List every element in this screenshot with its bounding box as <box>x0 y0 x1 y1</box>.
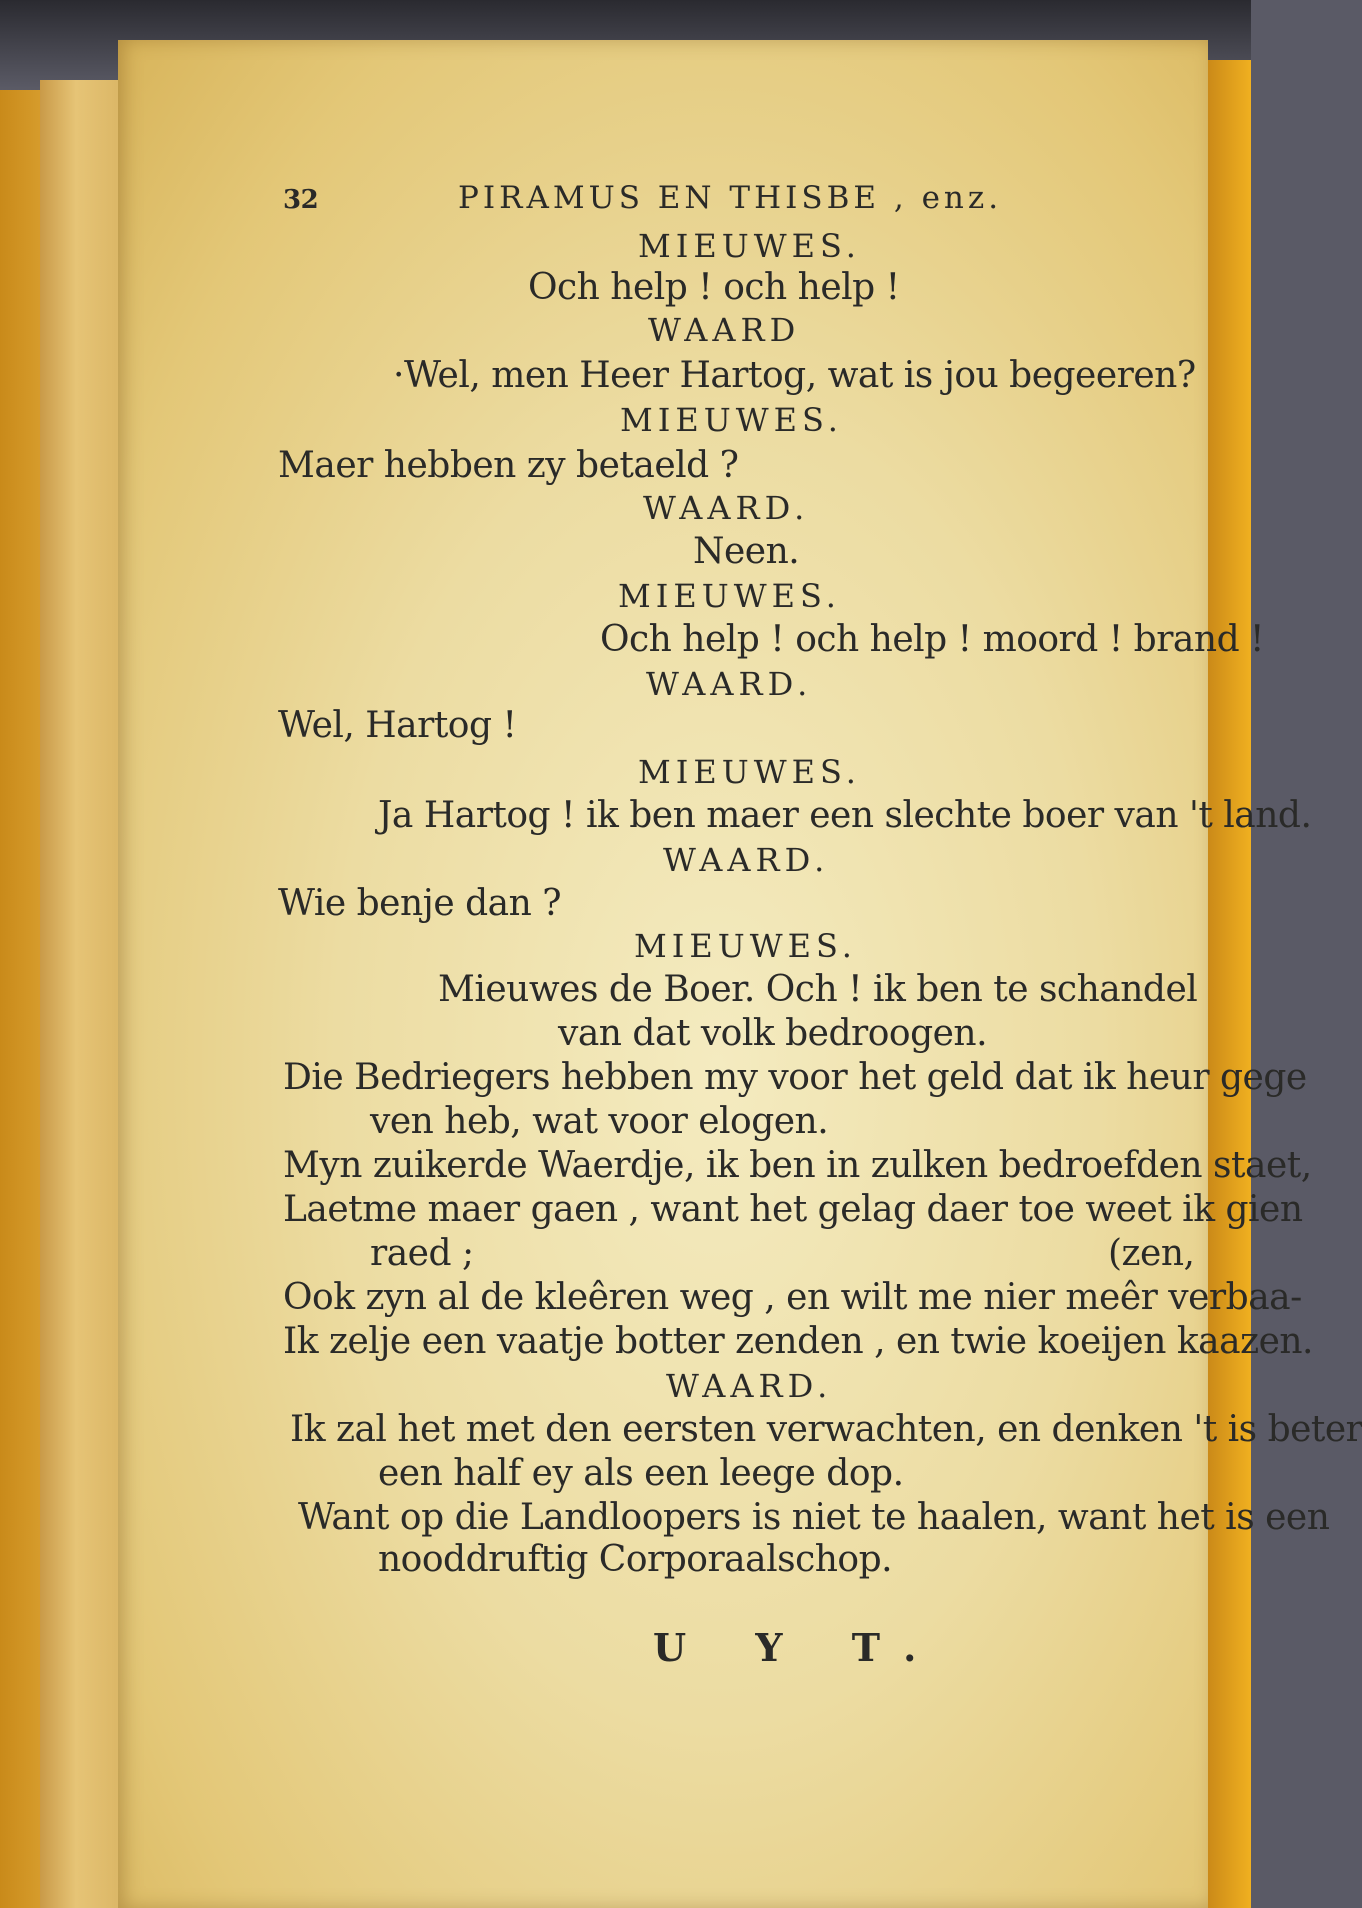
dialogue-line: nooddruftig Corporaalschop. <box>378 1539 893 1580</box>
page-edges <box>40 80 130 1908</box>
speaker-label: MIEUWES. <box>638 753 861 791</box>
speaker-label: MIEUWES. <box>638 227 861 265</box>
dialogue-line: Ook zyn al de kleêren weg , en wilt me nier meêr verbaa- <box>283 1277 1302 1318</box>
dialogue-line: Wie benje dan ? <box>278 883 562 924</box>
dialogue-line: ven heb, wat voor elogen. <box>370 1101 829 1142</box>
dialogue-line: ·Wel, men Heer Hartog, wat is jou begeeren? <box>393 355 1196 396</box>
speaker-label: MIEUWES. <box>634 927 857 965</box>
dialogue-line: Laetme maer gaen , want het gelag daer toe weet ik gien <box>283 1189 1303 1230</box>
dialogue-line: een half ey als een leege dop. <box>378 1453 904 1494</box>
page-number: 32 <box>283 185 319 215</box>
end-mark: U Y T. <box>653 1625 945 1670</box>
running-title: PIRAMUS EN THISBE , enz. <box>458 180 1003 216</box>
dialogue-line: Die Bedriegers hebben my voor het geld dat ik heur gege <box>283 1057 1307 1098</box>
dialogue-line: Want op die Landloopers is niet te haalen, want het is een <box>298 1497 1330 1538</box>
dialogue-line: Ja Hartog ! ik ben maer een slechte boer van 't land. <box>378 795 1312 836</box>
dialogue-line: Myn zuikerde Waerdje, ik ben in zulken bedroefden staet, <box>283 1145 1312 1186</box>
speaker-label: WAARD. <box>646 665 813 703</box>
dialogue-line: raed ; <box>370 1233 474 1274</box>
speaker-label: WAARD. <box>666 1367 833 1405</box>
dialogue-line: Mieuwes de Boer. Och ! ik ben te schandel <box>438 969 1198 1010</box>
speaker-label: WAARD <box>648 311 801 349</box>
dialogue-line: van dat volk bedroogen. <box>558 1013 988 1054</box>
dialogue-line: Och help ! och help ! <box>528 267 900 308</box>
dialogue-line: Maer hebben zy betaeld ? <box>278 445 739 486</box>
dialogue-line: Neen. <box>693 531 800 572</box>
speaker-label: WAARD. <box>663 841 830 879</box>
dialogue-line: Ik zal het met den eersten verwachten, en denken 't is beter <box>290 1409 1362 1450</box>
dialogue-line: Och help ! och help ! moord ! brand ! <box>600 619 1265 660</box>
right-page-edge <box>1206 60 1251 1908</box>
dialogue-line: Wel, Hartog ! <box>278 705 517 746</box>
dialogue-line: Ik zelje een vaatje botter zenden , en twie koeijen kaazen. <box>283 1321 1314 1362</box>
book-page <box>118 40 1362 1908</box>
speaker-label: MIEUWES. <box>618 577 841 615</box>
speaker-label: WAARD. <box>643 489 810 527</box>
dialogue-line: (zen, <box>1108 1233 1195 1274</box>
speaker-label: MIEUWES. <box>620 401 843 439</box>
